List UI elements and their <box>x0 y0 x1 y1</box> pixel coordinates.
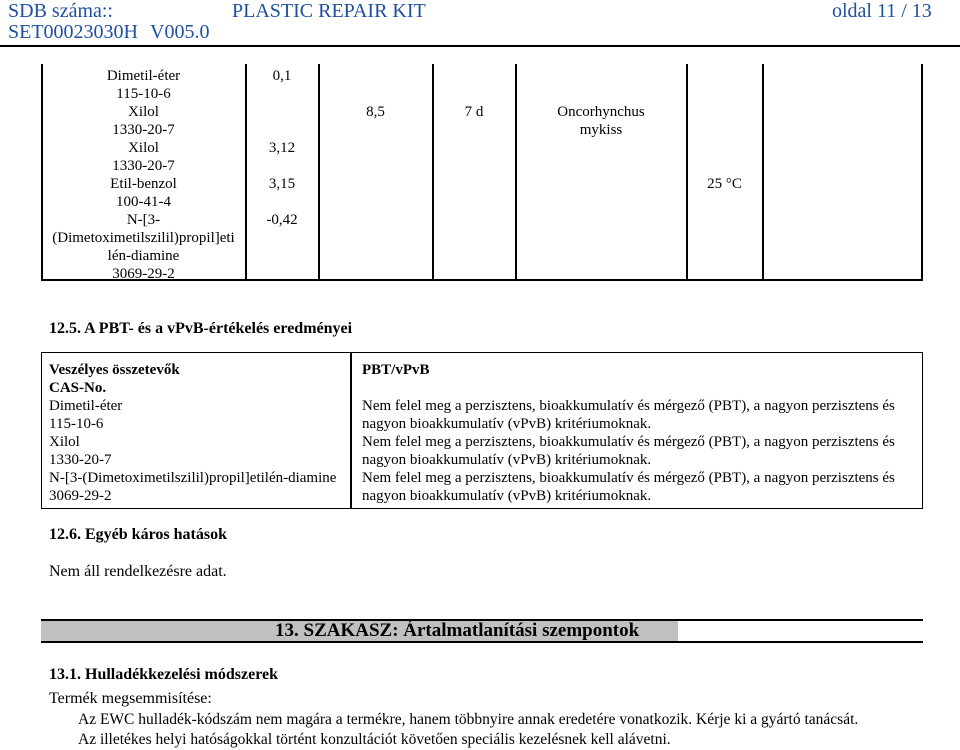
bcf-value: 8,5 <box>366 104 385 120</box>
pbt-table-divider <box>350 352 352 509</box>
header-rule <box>0 45 960 47</box>
temperature-value: 25 °C <box>707 176 742 192</box>
section-12-6-title: 12.6. Egyéb káros hatások <box>49 526 227 543</box>
table-divider <box>245 64 247 279</box>
sdb-number: SET00023030H <box>8 21 138 43</box>
substance-cell: Dimetil-éter 115-10-6 Xilol 1330-20-7 Xilol 1330-20-7 Etil-benzol 100-41-4 N-[3- (Dimetoximetilszilil)propil]eti lén-diamine 3069-29-2 <box>52 68 235 282</box>
col-header-pbt: PBT/vPvB <box>362 362 430 378</box>
sdb-label: SDB száma:: <box>8 0 113 22</box>
pbt-assessment: Nem felel meg a perzisztens, bioakkumulatív és mérgező (PBT), a nagyon perzisztens és nagyon bioakkumulatív (vPvB) kritériumoknak. Nem felel meg a perzisztens, bioakkumulatív és mérgező (PBT), a nagyon perzisztens és nagyon bioakkumulatív (vPvB) kritériumoknak. Nem felel meg a perzisztens, bioakkumulatív és mérgező (PBT), a nagyon perzisztens és nagyon bioakkumulatív (vPvB) kritériumoknak. <box>362 398 895 504</box>
col-header-cas: CAS-No. <box>49 380 107 396</box>
col-header-components: Veszélyes összetevők <box>49 362 180 378</box>
table-divider <box>686 64 688 279</box>
section-13-1-title: 13.1. Hulladékkezelési módszerek <box>49 666 279 683</box>
cas-number: 1330-20-7 <box>49 452 112 468</box>
value-cell: 3,12 <box>268 140 296 156</box>
pbt-row <box>49 397 336 505</box>
cas-number: 115-10-6 <box>49 416 104 432</box>
section-12-5-title: 12.5. A PBT- és a vPvB-értékelés eredményei <box>49 320 353 337</box>
value-cell: -0,42 <box>266 212 298 228</box>
table-divider <box>762 64 764 279</box>
table-divider <box>515 64 517 279</box>
page-number: oldal 11 / 13 <box>832 0 932 22</box>
substance-name: N-[3-(Dimetoximetilszilil)propil]etilén-diamine <box>49 470 337 486</box>
product-name: PLASTIC REPAIR KIT <box>232 0 426 22</box>
cas-number: 3069-29-2 <box>49 488 112 504</box>
banner-bottom-rule <box>41 641 923 643</box>
duration-value: 7 d <box>464 104 484 120</box>
value-cell: 3,15 <box>268 176 296 192</box>
disposal-text-line2: Az illetékes helyi hatóságokkal történt konzultációt követően speciális kezelésnek kell alávetni. <box>78 731 671 748</box>
version: V005.0 <box>150 21 210 43</box>
species-value: Oncorhynchus mykiss <box>557 104 645 138</box>
substance-name: Dimetil-éter <box>49 398 123 414</box>
table-divider <box>318 64 320 279</box>
value-cell: 0,1 <box>272 68 292 84</box>
substance-name: Xilol <box>49 434 80 450</box>
disposal-label: Termék megsemmisítése: <box>49 690 212 707</box>
table-divider <box>432 64 434 279</box>
section-13-title: 13. SZAKASZ: Ártalmatlanítási szempontok <box>275 620 640 641</box>
disposal-text-line1: Az EWC hulladék-kódszám nem magára a termékre, hanem többnyire annak eredetére vonatkozik. Kérje ki a gyártó tanácsát. <box>78 711 859 728</box>
section-12-6-text: Nem áll rendelkezésre adat. <box>49 563 227 580</box>
table-border-right <box>921 64 923 279</box>
